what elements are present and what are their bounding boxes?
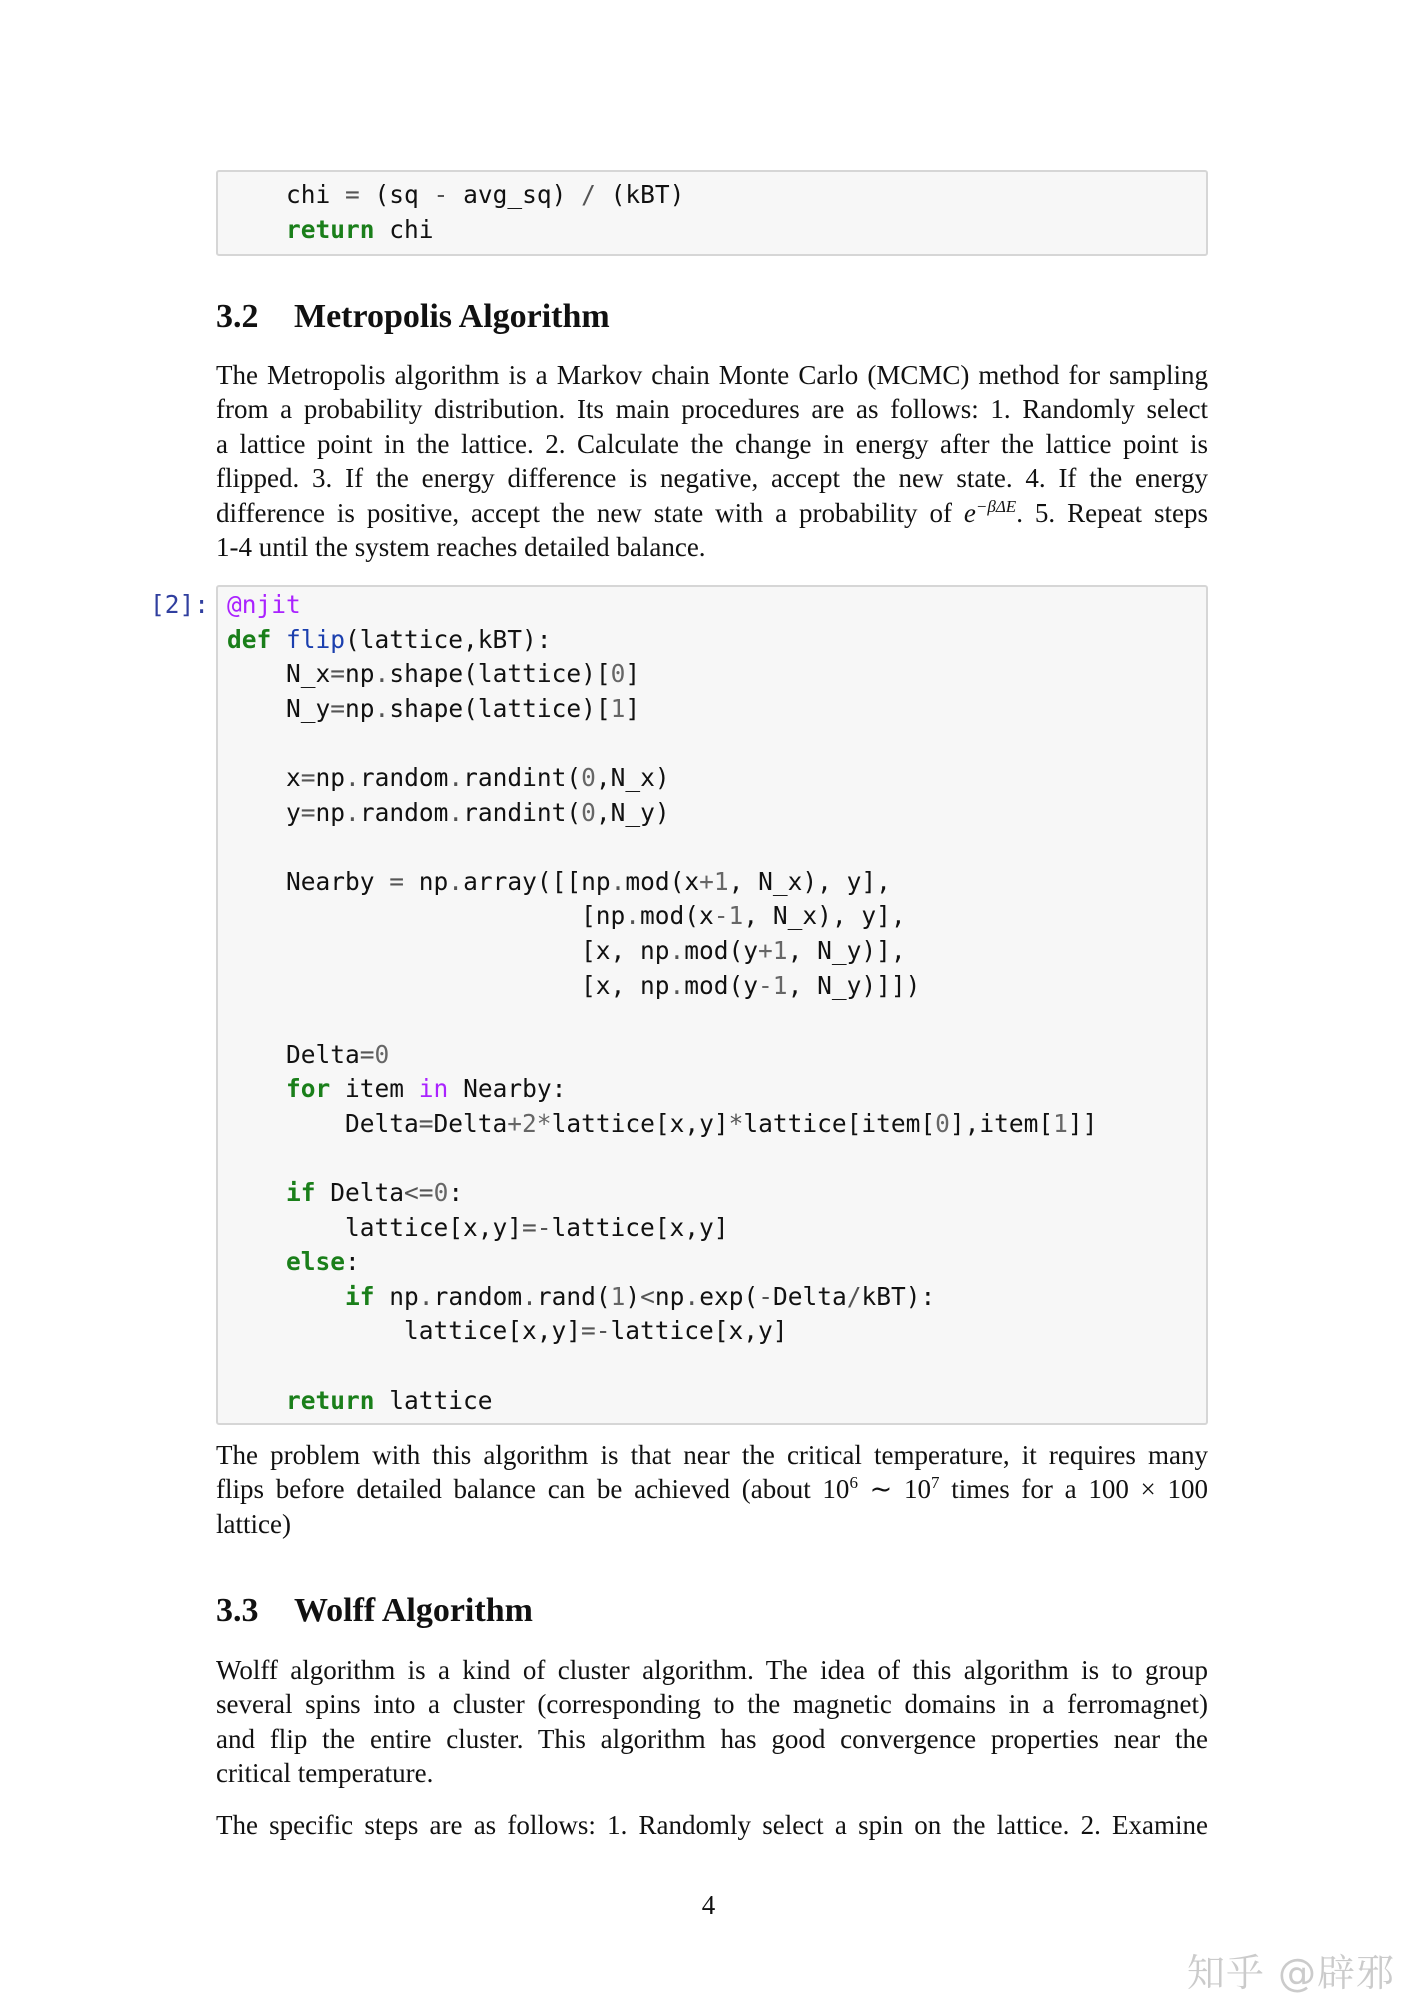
- code-line: [227, 761, 1206, 796]
- code-token: 0: [610, 659, 626, 689]
- code-token: def: [227, 624, 272, 654]
- code-token: +1: [699, 866, 729, 896]
- code-block-flip-function: [216, 585, 1208, 1425]
- code-token: -1: [713, 901, 744, 931]
- code-token: x: [227, 762, 301, 792]
- code-token: item: [330, 1074, 419, 1104]
- code-token: [227, 215, 286, 244]
- section-title: Metropolis Algorithm: [294, 298, 610, 335]
- problem-paragraph: [216, 1438, 1208, 1541]
- code-token: .: [684, 1281, 700, 1311]
- text-fragment: ∼ 10: [857, 1474, 931, 1505]
- paragraph-line: a lattice point in the lattice. 2. Calculate the change in energy after the lattice point is: [216, 428, 1208, 459]
- code-token: random: [433, 1281, 523, 1311]
- code-token: [227, 1178, 286, 1207]
- code-token: Delta: [433, 1108, 508, 1138]
- metropolis-description: [216, 358, 1208, 564]
- code-token: , N_x), y],: [728, 866, 891, 896]
- code-token: 1: [610, 693, 626, 723]
- code-token: N_x: [227, 659, 331, 689]
- code-token: ],item[: [949, 1108, 1054, 1138]
- math-exponent: −βΔE: [975, 496, 1017, 516]
- text-fragment: times for a 100 × 100: [939, 1474, 1208, 1505]
- code-token: *: [728, 1108, 744, 1138]
- code-line: [227, 213, 1206, 248]
- text-fragment: flips before detailed balance can be achieved (about 10: [216, 1474, 850, 1505]
- code-line: [227, 1280, 1206, 1315]
- code-token: @njit: [227, 590, 301, 619]
- math-base: e: [963, 497, 976, 528]
- code-line: [227, 692, 1206, 727]
- code-token: np: [315, 797, 346, 827]
- paragraph-line: lattice): [216, 1508, 291, 1539]
- code-token: else: [286, 1247, 346, 1277]
- code-token: (kBT): [595, 180, 685, 209]
- code-token: .: [448, 866, 464, 896]
- code-token: Delta: [772, 1281, 847, 1311]
- code-token: 1: [610, 1281, 626, 1311]
- code-token: , N_y)],: [787, 935, 906, 965]
- wolff-description: [216, 1653, 1208, 1791]
- code-token: in: [418, 1074, 449, 1104]
- code-token: +1: [758, 935, 788, 965]
- code-token: if: [345, 1281, 375, 1311]
- code-token: ]]: [1067, 1108, 1098, 1138]
- code-token: mod(y: [684, 935, 759, 965]
- code-line: [227, 726, 1206, 761]
- code-token: -: [758, 1281, 773, 1311]
- code-token: [271, 625, 286, 654]
- paragraph-line: several spins into a cluster (corresponding to the magnetic domains in a ferromagnet): [216, 1689, 1208, 1720]
- paragraph-line: and flip the entire cluster. This algorithm has good convergence properties near the: [216, 1723, 1208, 1754]
- code-token: +2*: [507, 1108, 552, 1138]
- code-token: random: [359, 797, 449, 827]
- code-token: np: [345, 693, 375, 723]
- code-token: np: [315, 762, 346, 792]
- code-token: [227, 1282, 345, 1311]
- code-token: chi: [374, 214, 434, 244]
- code-token: lattice[item[: [743, 1108, 936, 1138]
- code-token: y: [227, 797, 301, 827]
- code-token: Nearby:: [448, 1074, 567, 1104]
- code-line: [227, 1072, 1206, 1107]
- section-number: 3.2: [216, 298, 259, 335]
- code-line: [227, 1245, 1206, 1280]
- code-token: rand(: [536, 1281, 611, 1311]
- code-token: lattice[x,y]: [227, 1316, 582, 1346]
- code-token: flip: [286, 624, 346, 654]
- paragraph-line: The problem with this algorithm is that near the critical temperature, it requires many: [216, 1440, 1208, 1470]
- code-token: mod(x: [625, 866, 700, 896]
- code-token: lattice[x,y]: [551, 1108, 729, 1138]
- page-number: 4: [701, 1890, 716, 1920]
- code-token: -1: [758, 970, 788, 1000]
- code-token: .: [610, 866, 626, 896]
- code-token: [np: [227, 901, 626, 931]
- code-token: [227, 1386, 286, 1415]
- code-token: =-: [522, 1212, 552, 1242]
- code-token: .: [374, 659, 390, 689]
- text-fragment: difference is positive, accept the new state with a probability of: [216, 497, 964, 528]
- code-token: shape(lattice)[: [389, 693, 611, 723]
- code-line: [227, 899, 1206, 934]
- code-token: (lattice,kBT):: [345, 624, 552, 654]
- code-token: 1: [1053, 1108, 1068, 1138]
- code-token: randint(: [463, 797, 582, 827]
- code-token: =: [389, 866, 405, 896]
- code-token: .: [345, 797, 360, 827]
- code-token: [x, np: [227, 935, 670, 965]
- code-token: .: [669, 970, 685, 1000]
- superscript: 7: [931, 1473, 940, 1493]
- code-token: =: [418, 1108, 434, 1138]
- code-token: .: [448, 797, 464, 827]
- code-token: return: [286, 1385, 375, 1415]
- code-line: [227, 830, 1206, 865]
- cell-prompt: [2]:: [150, 590, 210, 619]
- code-token: randint(: [463, 762, 582, 792]
- paragraph-line: The specific steps are as follows: 1. Randomly select a spin on the lattice. 2. Examine: [216, 1810, 1208, 1840]
- code-token: .: [522, 1281, 537, 1311]
- section-heading-3-2: [216, 298, 610, 336]
- code-token: ,N_y): [595, 797, 670, 827]
- code-token: /: [581, 180, 596, 209]
- code-token: Nearby: [227, 866, 390, 896]
- code-token: shape(lattice)[: [389, 659, 611, 689]
- code-token: , N_x), y],: [743, 901, 906, 931]
- code-token: /: [846, 1281, 862, 1311]
- paragraph-line-with-math: [216, 1472, 1208, 1506]
- code-token: np: [345, 659, 375, 689]
- code-token: array([[np: [463, 866, 611, 896]
- code-token: ]: [625, 659, 641, 689]
- code-line: [227, 1176, 1206, 1211]
- code-token: =: [330, 659, 346, 689]
- code-line: [227, 796, 1206, 831]
- code-token: chi: [227, 180, 346, 209]
- code-token: =: [300, 797, 316, 827]
- code-token: np: [404, 866, 449, 896]
- wolff-steps: [216, 1808, 1208, 1842]
- code-token: (sq: [359, 180, 434, 209]
- code-token: lattice: [374, 1385, 493, 1415]
- superscript: 6: [849, 1473, 858, 1493]
- code-token: =: [345, 180, 360, 209]
- code-token: mod(y: [684, 970, 759, 1000]
- code-line: [227, 969, 1206, 1004]
- code-token: 0: [433, 1178, 449, 1208]
- paragraph-line: critical temperature.: [216, 1758, 434, 1789]
- code-token: =: [300, 762, 316, 792]
- code-token: 0: [581, 797, 596, 827]
- paragraph-line: from a probability distribution. Its main procedures are as follows: 1. Randomly select: [216, 394, 1208, 425]
- code-token: 0: [581, 762, 596, 792]
- code-line: [227, 1142, 1206, 1177]
- code-token: <: [640, 1281, 655, 1311]
- code-token: Delta: [227, 1108, 419, 1138]
- paragraph-line-with-math: [216, 496, 1208, 530]
- code-token: :: [345, 1247, 360, 1277]
- code-token: .: [669, 935, 685, 965]
- code-block-continuation: [216, 170, 1208, 256]
- code-line: [227, 1038, 1206, 1073]
- code-token: np: [374, 1281, 419, 1311]
- code-token: random: [359, 762, 449, 792]
- code-token: =-: [581, 1316, 611, 1346]
- code-line: [227, 1314, 1206, 1349]
- code-line: [227, 934, 1206, 969]
- code-token: for: [286, 1074, 331, 1104]
- code-line: [227, 1349, 1206, 1384]
- code-token: lattice[x,y]: [551, 1212, 729, 1242]
- code-token: N_y: [227, 693, 331, 723]
- math-exponential: [964, 498, 1016, 528]
- code-token: 0: [374, 1039, 390, 1069]
- code-token: np: [654, 1281, 685, 1311]
- code-token: [227, 1247, 286, 1276]
- code-token: =: [359, 1039, 375, 1069]
- section-number: 3.3: [216, 1592, 259, 1629]
- code-token: mod(x: [640, 901, 714, 931]
- code-line: [227, 865, 1206, 900]
- code-token: lattice[x,y]: [610, 1316, 788, 1346]
- code-token: .: [374, 693, 390, 723]
- code-line: [227, 657, 1206, 692]
- code-token: .: [418, 1281, 434, 1311]
- paragraph-line: The Metropolis algorithm is a Markov chain Monte Carlo (MCMC) method for sampling: [216, 360, 1208, 390]
- paragraph-line: flipped. 3. If the energy difference is negative, accept the new state. 4. If the energy: [216, 463, 1208, 494]
- code-token: =: [330, 693, 346, 723]
- code-token: , N_y)]]): [787, 970, 921, 1000]
- code-token: [x, np: [227, 970, 670, 1000]
- code-line: [227, 1107, 1206, 1142]
- code-line: [227, 588, 1206, 623]
- code-token: avg_sq): [448, 180, 582, 209]
- code-token: Delta: [315, 1178, 405, 1208]
- code-line: [227, 1384, 1206, 1419]
- code-token: exp(: [699, 1281, 759, 1311]
- section-heading-3-3: [216, 1592, 533, 1630]
- code-line: [227, 178, 1206, 213]
- code-token: if: [286, 1178, 316, 1208]
- code-token: ): [625, 1281, 641, 1311]
- code-token: :: [448, 1178, 464, 1208]
- text-fragment: . 5. Repeat steps: [1016, 497, 1208, 528]
- code-line: [227, 1211, 1206, 1246]
- code-token: ]: [625, 693, 641, 723]
- watermark: 知乎 @辟邪: [1186, 1951, 1395, 1995]
- code-line: [227, 623, 1206, 658]
- code-token: kBT):: [861, 1281, 936, 1311]
- code-token: 0: [935, 1108, 950, 1138]
- code-token: <=: [404, 1178, 434, 1208]
- code-token: .: [448, 762, 464, 792]
- code-token: .: [345, 762, 360, 792]
- code-token: [227, 1074, 286, 1103]
- code-line: [227, 1003, 1206, 1038]
- code-token: return: [286, 214, 375, 244]
- section-title: Wolff Algorithm: [294, 1592, 533, 1629]
- paragraph-line: Wolff algorithm is a kind of cluster algorithm. The idea of this algorithm is to group: [216, 1655, 1208, 1685]
- code-token: .: [625, 901, 641, 931]
- code-token: Delta: [227, 1039, 360, 1069]
- code-token: lattice[x,y]: [227, 1212, 523, 1242]
- code-token: ,N_x): [595, 762, 670, 792]
- code-token: -: [433, 180, 449, 209]
- paragraph-line: 1-4 until the system reaches detailed balance.: [216, 531, 706, 562]
